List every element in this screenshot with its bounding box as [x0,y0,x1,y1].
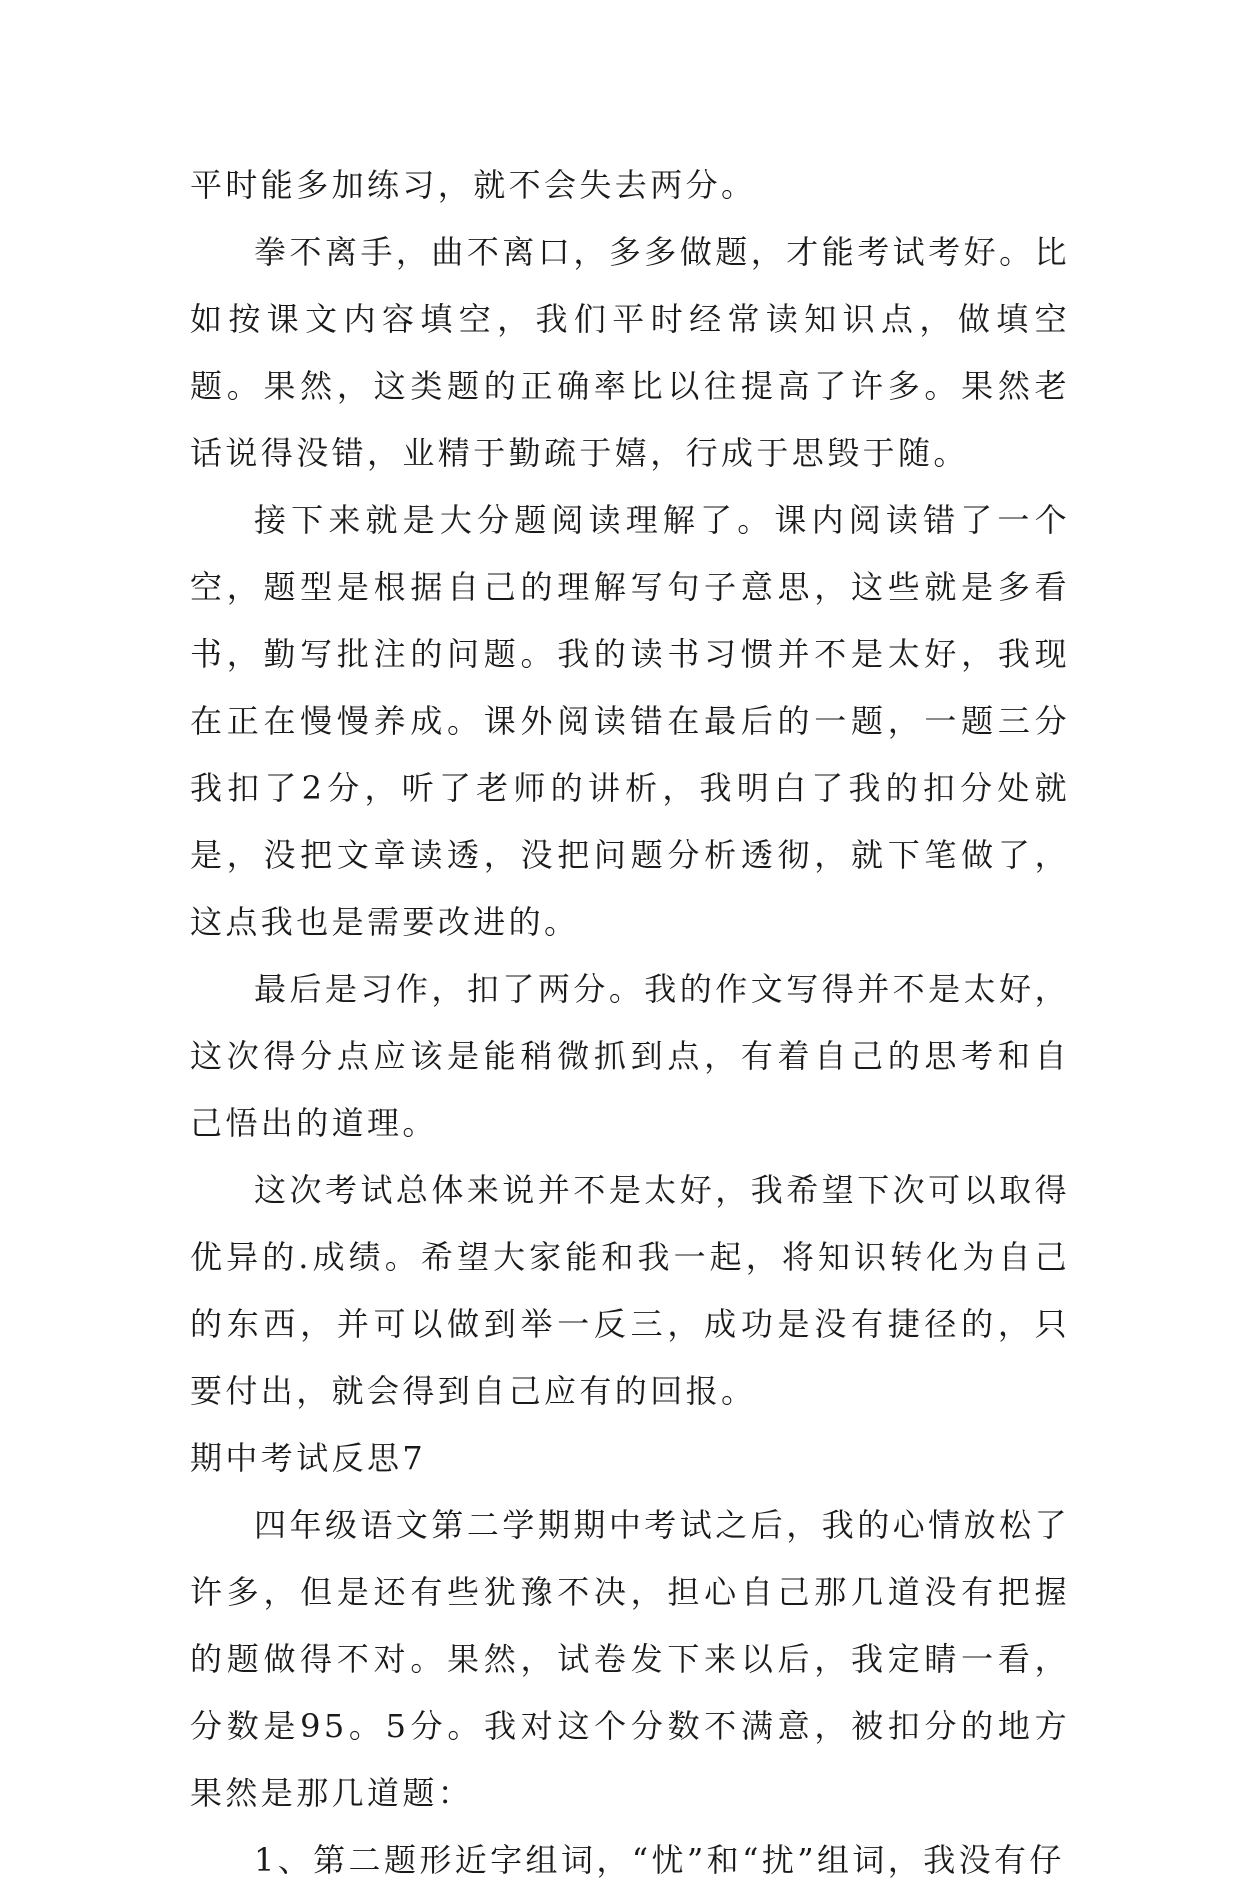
section-heading: 期中考试反思7 [190,1439,427,1477]
paragraph-item-1: 1、第二题形近字组词，“忧”和“扰”组词，我没有仔 [254,1841,1065,1879]
paragraph-exam-score: 四年级语文第二学期期中考试之后，我的心情放松了许多，但是还有些犹豫不决，担心自己那几道没有把握的题做得不对。果然，试卷发下来以后，我定睛一看，分数是95。5分。我对这个分数不满意，被扣分的地方果然是那几道题： [190,1506,1070,1812]
paragraph-practice: 拳不离手，曲不离口，多多做题，才能考试考好。比如按课文内容填空，我们平时经常读知识点，做填空题。果然，这类题的正确率比以往提高了许多。果然老话说得没错，业精于勤疏于嬉，行成于思毁于随。 [190,233,1070,472]
paragraph-conclusion: 这次考试总体来说并不是太好，我希望下次可以取得优异的.成绩。希望大家能和我一起，将知识转化为自己的东西，并可以做到举一反三，成功是没有捷径的，只要付出，就会得到自己应有的回报。 [190,1171,1070,1410]
paragraph-composition: 最后是习作，扣了两分。我的作文写得并不是太好，这次得分点应该是能稍微抓到点，有着自己的思考和自己悟出的道理。 [190,970,1070,1142]
paragraph-continuation: 平时能多加练习，就不会失去两分。 [190,166,757,204]
paragraph-reading-comprehension: 接下来就是大分题阅读理解了。课内阅读错了一个空，题型是根据自己的理解写句子意思，这些就是多看书，勤写批注的问题。我的读书习惯并不是太好，我现在正在慢慢养成。课外阅读错在最后的一题，一题三分我扣了2分，听了老师的讲析，我明白了我的扣分处就是，没把文章读透，没把问题分析透彻，就下笔做了，这点我也是需要改进的。 [190,501,1070,941]
document-page [190,152,1070,1894]
